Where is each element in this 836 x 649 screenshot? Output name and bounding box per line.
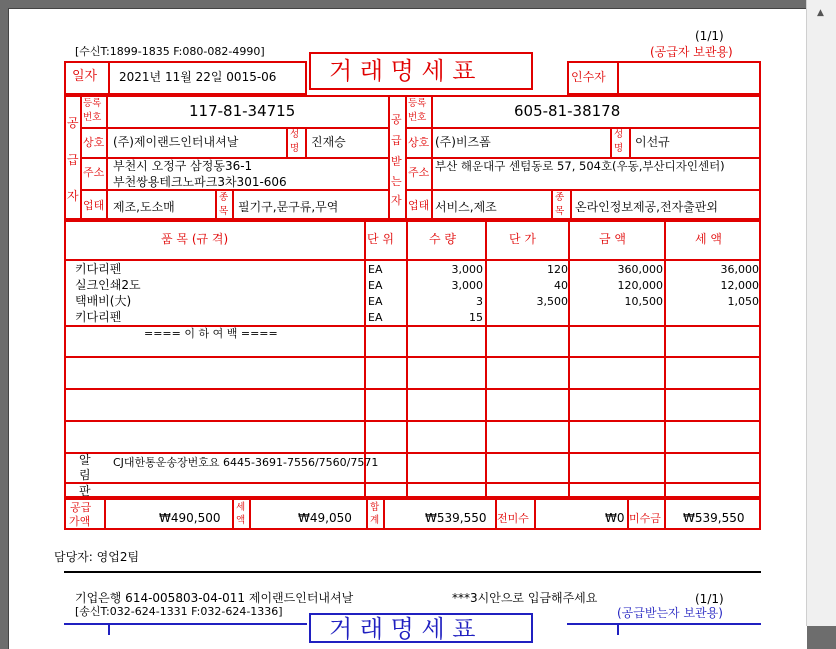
row-qty: 3,000: [451, 263, 483, 276]
supplier-side-label-2: 급: [67, 153, 79, 167]
buyer-item-label-1: 종: [555, 192, 565, 203]
supply-label-1: 공급: [70, 501, 92, 514]
notice-label-3: 판: [79, 484, 91, 498]
supplier-rep-label-2: 명: [290, 143, 300, 154]
bank-note: ***3시안으로 입금해주세요: [452, 591, 598, 605]
supplier-side-label-3: 자: [67, 189, 79, 203]
supplier-item: 필기구,문구류,무역: [238, 200, 339, 214]
buyer-rep-label-2: 명: [614, 143, 624, 154]
buyer-addr-label: 주소: [408, 166, 430, 179]
row-amount: 10,500: [624, 295, 663, 308]
scroll-up-arrow-icon[interactable]: ▲: [817, 8, 824, 18]
buyer-name: (주)비즈폼: [435, 135, 491, 149]
sum-label-1: 합: [370, 502, 380, 513]
supplier-reg-label-2: 번호: [83, 112, 102, 123]
tax-label-2: 액: [236, 515, 246, 526]
sum-value: ₩539,550: [425, 511, 487, 525]
header-amount: 금 액: [599, 232, 626, 246]
row-amount: 120,000: [617, 279, 663, 292]
form2-divider-2: [617, 623, 619, 635]
supplier-reg-no: 117-81-34715: [189, 102, 296, 120]
row-price: 3,500: [536, 295, 568, 308]
row-item: 택배비(大): [75, 294, 132, 308]
form2-divider: [108, 623, 110, 635]
header-price: 단 가: [509, 232, 536, 246]
row-qty: 3,000: [451, 279, 483, 292]
unpaid-value: ₩539,550: [683, 511, 745, 525]
sum-label-2: 계: [370, 515, 380, 526]
supplier-biz-label: 업태: [83, 199, 105, 212]
separator-line: [64, 571, 761, 573]
receiver-label: 인수자: [571, 70, 606, 84]
buyer-side-label-5: 자: [391, 194, 402, 207]
supplier-addr-line2: 부천쌍용테크노파크3차301-606: [113, 175, 287, 189]
row-tax: 12,000: [720, 279, 759, 292]
fax-send: [송신T:032-624-1331 F:032-624-1336]: [75, 605, 283, 618]
buyer-side-label-4: 는: [391, 175, 402, 188]
copy-label-supplier: (공급자 보관용): [650, 45, 733, 59]
doc-title-2: 거 래 명 세 표: [329, 615, 476, 643]
doc-title: 거 래 명 세 표: [329, 57, 476, 85]
tax-value: ₩49,050: [298, 511, 352, 525]
supplier-reg-label-1: 등록: [83, 98, 102, 109]
page-number: (1/1): [695, 29, 724, 43]
buyer-reg-label-2: 번호: [408, 112, 427, 123]
prev-unpaid-label: 전미수: [497, 512, 529, 525]
buyer-rep: 이선규: [635, 135, 670, 149]
row-item: 실크인쇄2도: [75, 278, 141, 292]
buyer-reg-label-1: 등록: [408, 98, 427, 109]
buyer-name-label: 상호: [408, 136, 430, 149]
supplier-biz: 제조,도소매: [113, 200, 175, 214]
supplier-addr-label: 주소: [83, 166, 105, 179]
supplier-addr-line1: 부천시 오정구 삼정동36-1: [113, 159, 253, 173]
supplier-item-label-1: 종: [219, 192, 229, 203]
supplier-name: (주)제이랜드인터내셔날: [113, 135, 239, 149]
buyer-side-label-1: 공: [391, 113, 402, 126]
prev-unpaid-value: ₩0: [605, 511, 625, 525]
row-item: 키다리펜: [75, 310, 122, 324]
header-item: 품 목 (규 격): [161, 232, 229, 246]
end-of-items-note: ==== 이 하 여 백 ====: [144, 327, 278, 340]
tax-label-1: 세: [236, 502, 246, 513]
copy-label-buyer: (공급받는자 보관용): [617, 606, 723, 620]
notice-label-1: 알: [79, 453, 91, 467]
buyer-side-label-3: 받: [391, 155, 402, 168]
row-unit: EA: [368, 263, 383, 276]
notice-label-2: 림: [79, 468, 91, 482]
invoice-page: [8, 8, 807, 649]
vertical-scrollbar[interactable]: [806, 0, 836, 626]
row-unit: EA: [368, 311, 383, 324]
notice-text: CJ대한통운송장번호요 6445-3691-7556/7560/7571: [113, 456, 379, 469]
date-value: 2021년 11월 22일 0015-06: [119, 70, 277, 84]
row-tax: 36,000: [720, 263, 759, 276]
supplier-side-label-1: 공: [67, 116, 79, 130]
date-label: 일자: [72, 69, 98, 84]
buyer-addr-line1: 부산 해운대구 센텀동로 57, 504호(우동,부산디자인센터): [435, 159, 725, 173]
buyer-side-label-2: 급: [391, 134, 402, 147]
buyer-item: 온라인정보제공,전자출판외: [575, 200, 718, 214]
row-qty: 15: [469, 311, 483, 324]
buyer-biz: 서비스,제조: [435, 200, 497, 214]
manager-text: 담당자: 영업2팀: [54, 550, 140, 564]
buyer-reg-no: 605-81-38178: [514, 102, 621, 120]
row-item: 키다리펜: [75, 262, 122, 276]
fax-receive: [수신T:1899-1835 F:080-082-4990]: [75, 45, 265, 58]
row-amount: 360,000: [617, 263, 663, 276]
form2-top-right: [567, 623, 761, 625]
buyer-item-label-2: 목: [555, 206, 565, 217]
unpaid-label: 미수금: [629, 512, 661, 525]
bank-info: 기업은행 614-005803-04-011 제이랜드인터내셔날: [75, 591, 354, 605]
supply-label-2: 가액: [69, 515, 91, 528]
header-unit: 단 위: [367, 232, 394, 246]
supply-value: ₩490,500: [159, 511, 221, 525]
supplier-item-label-2: 목: [219, 206, 229, 217]
page-number-2: (1/1): [695, 592, 724, 606]
form2-top-left: [64, 623, 307, 625]
header-tax: 세 액: [695, 232, 722, 246]
row-price: 120: [547, 263, 568, 276]
row-unit: EA: [368, 279, 383, 292]
row-tax: 1,050: [727, 295, 759, 308]
supplier-rep: 진재승: [311, 135, 346, 149]
supplier-name-label: 상호: [83, 136, 105, 149]
row-qty: 3: [476, 295, 483, 308]
buyer-rep-label-1: 성: [614, 129, 624, 140]
row-unit: EA: [368, 295, 383, 308]
row-price: 40: [554, 279, 568, 292]
buyer-biz-label: 업태: [408, 199, 430, 212]
supplier-rep-label-1: 성: [290, 129, 300, 140]
header-qty: 수 량: [429, 232, 456, 246]
